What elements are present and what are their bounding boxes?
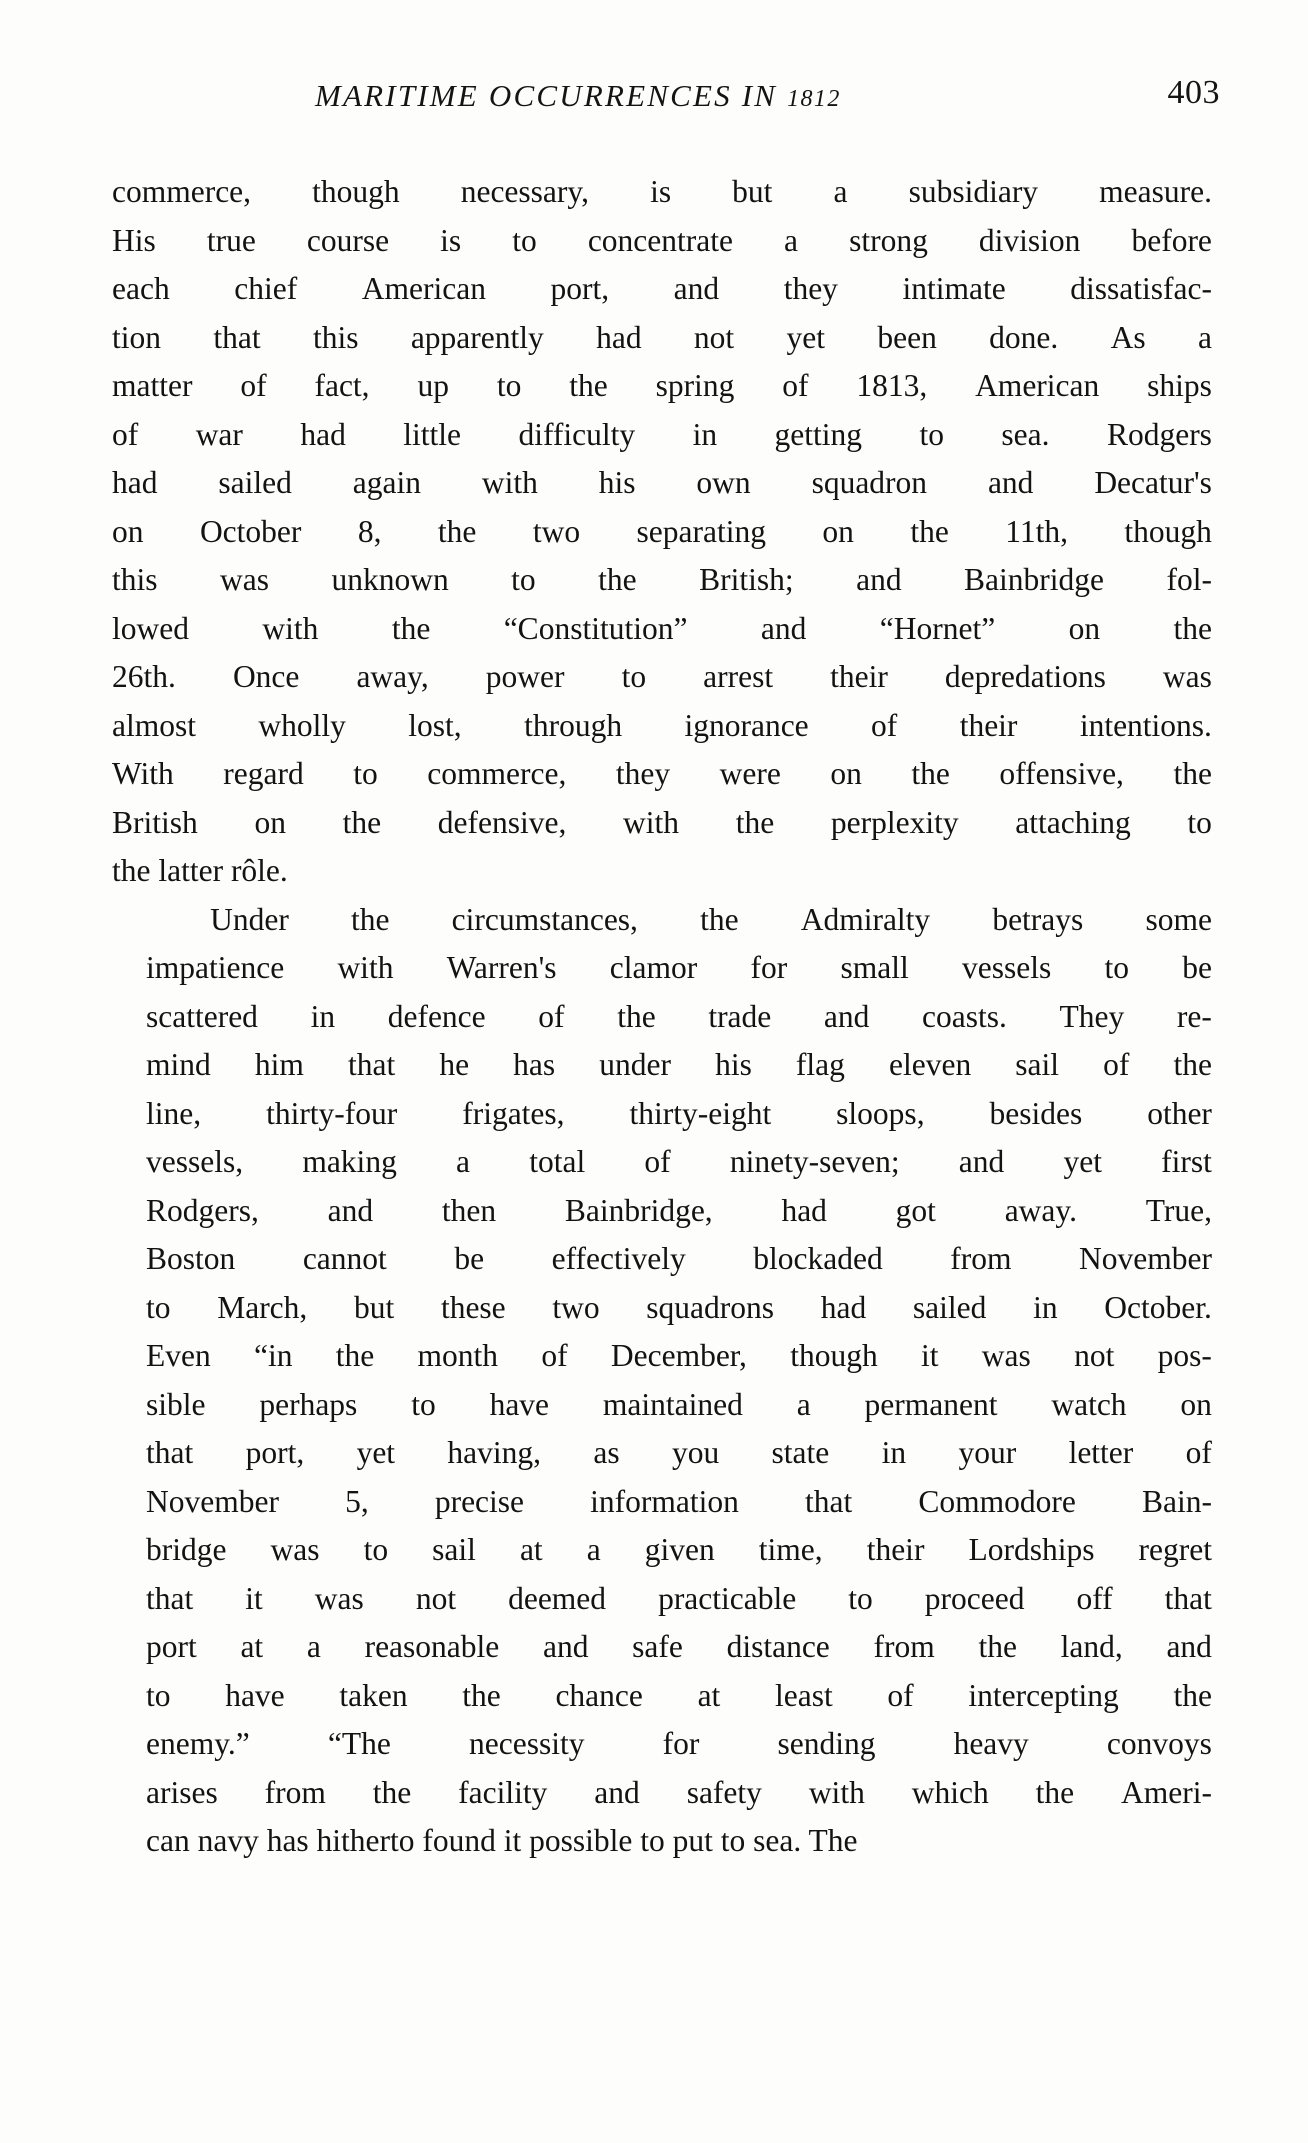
- text-line: scattered in defence of the trade and coasts. They re-: [146, 998, 1212, 1034]
- text-line: lowed with the “Constitution” and “Hornet” on the: [112, 610, 1212, 646]
- text-line: arises from the facility and safety with which the Ameri-: [146, 1774, 1212, 1810]
- running-head: [315, 78, 841, 114]
- text-line: to March, but these two squadrons had sailed in October.: [146, 1289, 1212, 1325]
- text-line: port at a reasonable and safe distance from the land, and: [146, 1629, 1212, 1664]
- text-line: on October 8, the two separating on the 11th, though: [112, 513, 1212, 549]
- text-line: commerce, though necessary, is but a subsidiary measure.: [112, 174, 1212, 209]
- paragraph: [112, 168, 1212, 896]
- running-head-text: MARITIME OCCURRENCES IN: [315, 78, 778, 113]
- body-text: [112, 168, 1212, 1866]
- text-line: almost wholly lost, through ignorance of their intentions.: [112, 707, 1212, 743]
- text-line: British on the defensive, with the perplexity attaching to: [112, 804, 1212, 840]
- page-number: 403: [1167, 74, 1220, 111]
- text-line: November 5, precise information that Commodore Bain-: [146, 1483, 1212, 1519]
- text-line: this was unknown to the British; and Bainbridge fol-: [112, 562, 1212, 597]
- text-line: With regard to commerce, they were on the offensive, the: [112, 756, 1212, 791]
- text-line: had sailed again with his own squadron and Decatur's: [112, 465, 1212, 500]
- text-line: 26th. Once away, power to arrest their depredations was: [112, 659, 1212, 694]
- text-line: can navy has hitherto found it possible to put to sea. The: [146, 1823, 858, 1858]
- text-line: that it was not deemed practicable to proceed off that: [146, 1580, 1212, 1616]
- text-line: line, thirty-four frigates, thirty-eight sloops, besides other: [146, 1095, 1212, 1131]
- text-line: that port, yet having, as you state in your letter of: [146, 1435, 1212, 1470]
- text-line: vessels, making a total of ninety-seven; and yet first: [146, 1144, 1212, 1179]
- text-line: each chief American port, and they intimate dissatisfac-: [112, 271, 1212, 306]
- page-header: [110, 74, 1220, 114]
- text-line: bridge was to sail at a given time, their Lordships regret: [146, 1532, 1212, 1567]
- text-line: the latter rôle.: [112, 853, 288, 888]
- text-line: to have taken the chance at least of intercepting the: [146, 1677, 1212, 1713]
- text-line: impatience with Warren's clamor for small vessels to be: [146, 950, 1212, 985]
- text-line: of war had little difficulty in getting to sea. Rodgers: [112, 416, 1212, 452]
- text-line: Boston cannot be effectively blockaded from November: [146, 1241, 1212, 1276]
- text-line: matter of fact, up to the spring of 1813, American ships: [112, 368, 1212, 403]
- text-line: enemy.” “The necessity for sending heavy convoys: [146, 1726, 1212, 1761]
- paragraph: [112, 896, 1212, 1866]
- text-line: tion that this apparently had not yet been done. As a: [112, 319, 1212, 355]
- text-line: His true course is to concentrate a strong division before: [112, 222, 1212, 258]
- running-head-year: 1812: [787, 86, 841, 112]
- text-line: Rodgers, and then Bainbridge, had got away. True,: [146, 1192, 1212, 1228]
- text-line: Even “in the month of December, though it was not pos-: [146, 1338, 1212, 1373]
- text-line: Under the circumstances, the Admiralty betrays some: [210, 901, 1212, 937]
- text-line: sible perhaps to have maintained a permanent watch on: [146, 1386, 1212, 1422]
- text-line: mind him that he has under his flag eleven sail of the: [146, 1047, 1212, 1082]
